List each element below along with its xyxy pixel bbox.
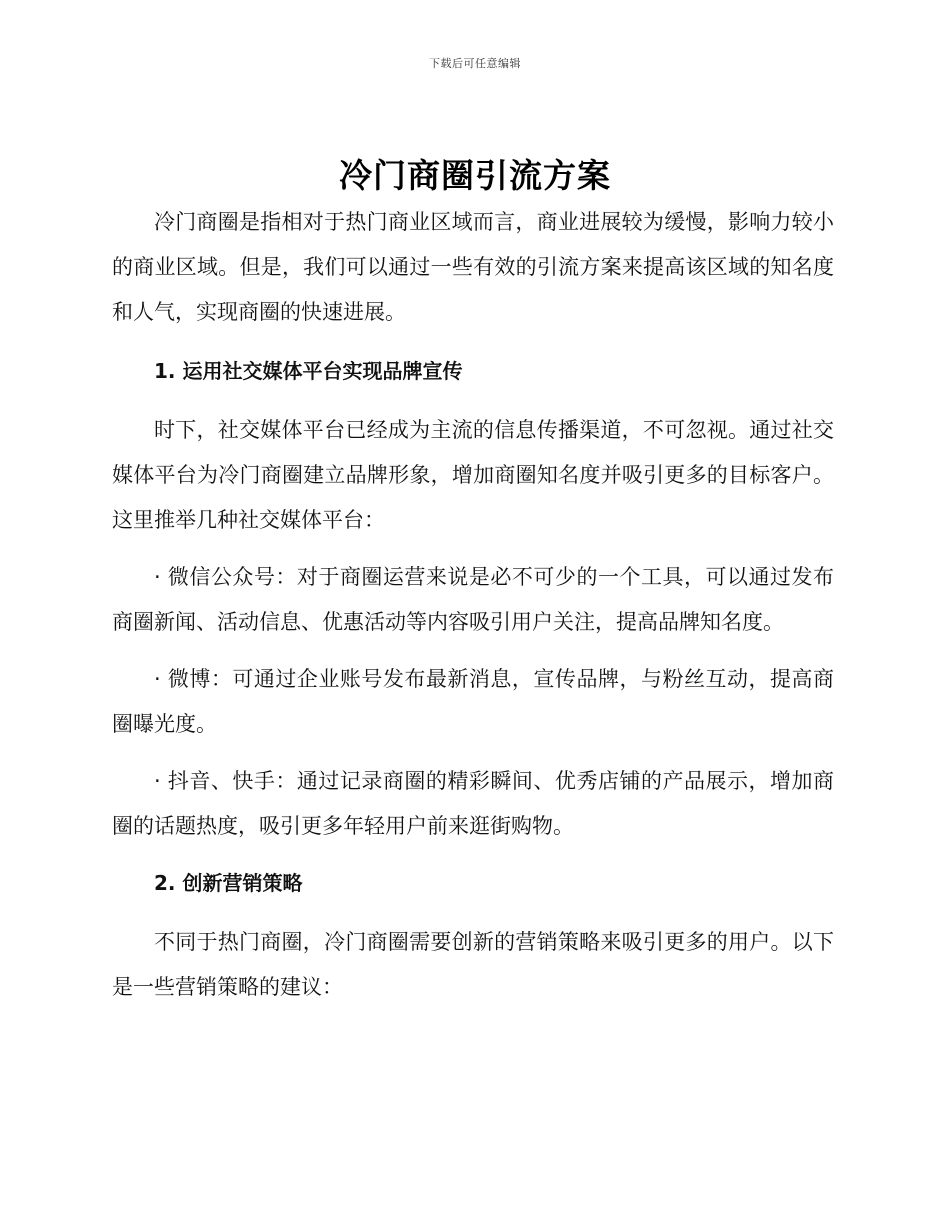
spacer xyxy=(112,335,834,349)
spacer xyxy=(112,849,834,861)
spacer xyxy=(112,645,834,657)
header-note: 下载后可任意编辑 xyxy=(429,57,521,70)
bullet-item-weibo: · 微博：可通过企业账号发布最新消息，宣传品牌，与粉丝互动，提高商圈曝光度。 xyxy=(112,667,834,736)
spacer xyxy=(112,394,834,408)
document-content xyxy=(112,200,834,1010)
bullet-item-douyin-kuaishou: · 抖音、快手：通过记录商圈的精彩瞬间、优秀店铺的产品展示，增加商圈的话题热度，吸引更多年轻用户前来逛街购物。 xyxy=(112,769,834,838)
section-1-paragraph: 时下，社交媒体平台已经成为主流的信息传播渠道，不可忽视。通过社交媒体平台为冷门商圈建立品牌形象，增加商圈知名度并吸引更多的目标客户。这里推举几种社交媒体平台： xyxy=(112,418,834,532)
intro-paragraph: 冷门商圈是指相对于热门商业区域而言，商业进展较为缓慢，影响力较小的商业区域。但是，我们可以通过一些有效的引流方案来提高该区域的知名度和人气，实现商圈的快速进展。 xyxy=(112,210,834,324)
spacer xyxy=(112,906,834,920)
spacer xyxy=(112,747,834,759)
section-heading-1: 1. 运用社交媒体平台实现品牌宣传 xyxy=(154,359,463,383)
bullet-item-wechat: · 微信公众号：对于商圈运营来说是必不可少的一个工具，可以通过发布商圈新闻、活动信息、优惠活动等内容吸引用户关注，提高品牌知名度。 xyxy=(112,565,834,634)
section-2-paragraph: 不同于热门商圈，冷门商圈需要创新的营销策略来吸引更多的用户。以下是一些营销策略的建议： xyxy=(112,930,834,999)
section-heading-2: 2. 创新营销策略 xyxy=(154,871,303,895)
spacer xyxy=(112,543,834,555)
page-title: 冷门商圈引流方案 xyxy=(339,156,611,195)
